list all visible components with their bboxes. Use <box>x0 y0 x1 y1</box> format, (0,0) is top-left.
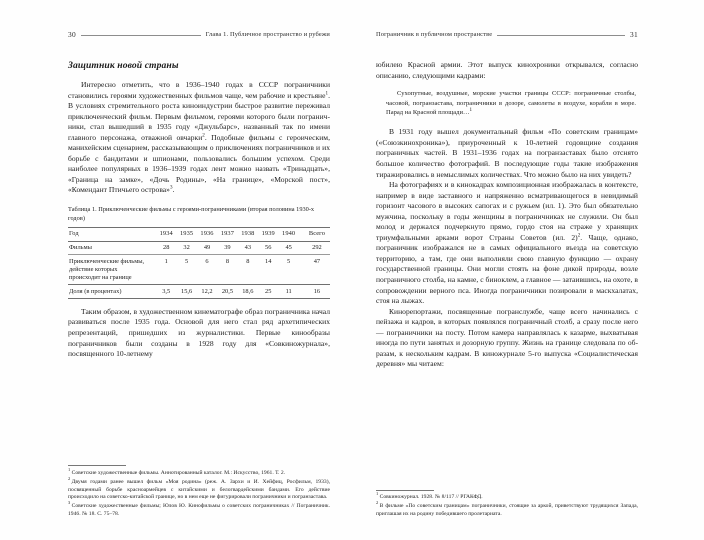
right-page <box>352 0 704 540</box>
right-paragraph-2: В 1931 году вышел документальный фильм «По советским границам» («Союзкинохроника»), приуроченный к 10-летней годовщине создания пограничных частей. В 1931–1936 годах на погранзаставах было отснято большое количество фотографий. В последующие годы такие изображения тиражировались в немыслимых количествах. Что можно было на них увидеть? <box>376 127 638 179</box>
table-body <box>68 241 330 298</box>
table-row-label: Доля (в процентах) <box>68 285 156 299</box>
table-column-header: 1935 <box>176 228 196 242</box>
footnote-marker: 1 <box>68 467 71 473</box>
table-cell-total: 16 <box>299 285 330 299</box>
right-footnotes <box>376 490 638 520</box>
footnote-item <box>376 500 638 518</box>
table-cell: 32 <box>183 243 190 251</box>
table-column-header: 1936 <box>197 228 217 242</box>
table-row <box>68 285 330 299</box>
table-header-row <box>68 228 330 242</box>
running-head-rule <box>497 35 625 36</box>
right-paragraph-4: Кинорепортажи, посвященные погранслужбе, чаще всего начинались с пейзажа и кадров, в которых появлялся пограничный столб, а сразу после него — пограничники на посту. Потом камера направлялась к казарме, выхватывая иногда по пути занятых и дозорную группу. Жизнь на границе следовала по образам, к нескольким кадрам. В киножурнале 5-го выпуска «Социалистическая деревня» мы читаем: <box>376 306 638 369</box>
footnote-ref-3[interactable]: 3 <box>169 184 173 191</box>
table-head <box>68 228 330 242</box>
table-cell: 1 <box>156 255 176 285</box>
right-paragraph-3 <box>376 180 638 307</box>
table-caption: Таблица 1. Приключенческие фильмы с героями-пограничниками (вторая половина 1930-х годов) <box>68 206 315 222</box>
left-paragraph-1 <box>68 80 330 196</box>
right-paragraph-3-part-a: На фотографиях и в кинокадрах композиционная изображалась в контексте, например в виде заставного и напряженно всматривающегося в невидимый горизонт часового в высоких сапогах и с ружьем (ил. 1). Это был обязательно мужчина, поскольку в годы женщины в пограничниках не служили. Он был молод и держался подчеркнуто прямо, гордо стоя на страже у хранящих триумфальными арками ворот Страны Советов (ил. 2) <box>376 180 638 242</box>
footnote-item <box>68 500 330 518</box>
table-column-header: 1938 <box>238 228 258 242</box>
table-row-label: Фильмы <box>69 243 92 251</box>
table-row <box>68 241 330 255</box>
spacer <box>68 299 330 307</box>
running-head-rule <box>81 35 201 36</box>
left-paragraph-2: Таким образом, в художественном кинематографе образ пограничника начал развиваться после 1935 года. Основой для него стал ряд архетипических репрезентаций, пришедших из журналистики. Первые кинообразы пограничников были созданы в 1928 году для «Совкиножурнала», посвященного 10-летнему <box>68 306 330 359</box>
table-cell: 43 <box>244 243 252 251</box>
table-cell: 14 <box>258 255 278 285</box>
table-cell: 5 <box>278 255 298 285</box>
table-column-header: 1940 <box>278 228 298 242</box>
footnote-text: Совкиножурнал. 1928. № 8/117 // РГАКФД. <box>379 494 483 501</box>
table-column-header: 1934 <box>156 228 176 242</box>
footnote-ref-1[interactable]: 1 <box>325 90 329 97</box>
left-paragraph-1-part-c: . Подобные фильмы с героическим, манихейским сценарием, рассказывающим о приключениях пограничников и их борьбе с бандитами и шпионами, пользовались большим успехом. Среди наиболее популярных в 1936–1939 годах лент можно назвать «Тринадцать», «Граница на замке», «Дочь Родины», «На границе», «Морской пост», «Комендант Птичьего острова» <box>68 132 330 195</box>
table-cell-total: 292 <box>312 243 322 251</box>
right-page-folio: 31 <box>630 29 638 39</box>
table-cell: 28 <box>163 243 170 251</box>
footnote-marker: 3 <box>68 500 71 506</box>
left-footnotes <box>68 465 330 520</box>
table-cell: 25 <box>258 285 278 299</box>
table-column-header: 1939 <box>258 228 278 242</box>
left-paragraph-1-part-a: Интересно отметить, что в 1936–1940 годах в СССР пограничники становились героями художественных фильмов чаще, чем рабочие и крестьяне <box>68 80 330 100</box>
left-running-head-title: Глава 1. Публичное пространство и рубежи <box>205 30 330 38</box>
footnote-ref-1[interactable]: 1 <box>469 106 473 113</box>
table-cell: 39 <box>224 243 231 251</box>
table-cell: 8 <box>217 255 237 285</box>
table-cell: 45 <box>285 243 292 251</box>
right-paragraph-1: юбилею Красной армии. Этот выпуск кинохроники открывался, согласно описанию, следующими кадрами: <box>376 60 638 80</box>
footnote-separator <box>376 490 434 491</box>
right-running-head <box>376 28 638 40</box>
left-running-head <box>68 28 330 40</box>
footnote-item <box>376 491 638 502</box>
table-cell: 11 <box>278 285 298 299</box>
adventure-films-table <box>68 227 330 299</box>
left-page-folio: 30 <box>68 29 76 39</box>
footnote-item <box>68 467 330 478</box>
block-quote-text: Сухопутные, воздушные, морские участки границы СССР: пограничные столбы, часовой, погранзастава, пограничники в дозоре, самолеты в воздухе, корабли в море. Парад на Красной площади… <box>386 90 636 116</box>
table-column-header: Год <box>68 228 156 242</box>
footnote-marker: 2 <box>68 476 71 482</box>
table-cell: 3,5 <box>156 285 176 299</box>
section-title: Защитник новой страны <box>68 60 179 71</box>
table-cell: 49 <box>203 243 211 251</box>
table-column-header: 1937 <box>217 228 237 242</box>
table-row <box>68 255 330 285</box>
table-cell-total: 47 <box>299 255 330 285</box>
footnote-text: Двумя годами ранее вышел фильм «Моя родина» (реж. А. Зархи и И. Хейфиц, Росфильм, 1933), посвященный борьбе красноармейцев с китайскими и белогвардейскими бандами. Его действие происходило на советско-китайской границе, но в нем еще не фигурировали пограничники и погранзастава. <box>68 479 330 501</box>
table-cell: 6 <box>197 255 217 285</box>
footnote-ref-2[interactable]: 2 <box>577 232 581 239</box>
footnote-ref-2[interactable]: 2 <box>202 132 205 139</box>
table-cell: 5 <box>176 255 196 285</box>
block-quote <box>376 89 638 117</box>
table-column-header-total: Всего <box>299 228 330 242</box>
footnote-marker: 1 <box>376 491 379 497</box>
footnote-separator <box>68 465 126 466</box>
table-cell: 12,2 <box>197 285 217 299</box>
table-row-label-text: Приключенческие фильмы, действие которых происходит на границе <box>69 257 145 281</box>
left-paragraph-1-part-b: . В условиях стремительного роста киноиндустрии быстрое развитие переживал приключенческий фильм. Первым фильмом, героями которого были пограничники, стал вышедший в 1935 году «Джульбарс», названный так по имени главного персонажа, отважной овчарки <box>68 90 330 142</box>
table-cell: 20,5 <box>217 285 237 299</box>
footnote-item <box>68 476 330 502</box>
footnote-marker: 2 <box>376 500 379 506</box>
right-running-head-title: Пограничник в публичном пространстве <box>376 30 493 38</box>
table-row-label <box>68 255 156 285</box>
footnote-text: В фильме «По советским границам» пограничники, стоящие за аркой, приветствуют трудящихся Запада, приглашая их на родину победившего пролетариата. <box>376 503 638 517</box>
table-cell: 18,6 <box>238 285 258 299</box>
table-cell: 15,6 <box>176 285 196 299</box>
footnote-text: Советские художественные фильмы; Юлов Ю. Кинофильмы о советских пограничниках // Пограничник. 1946. № 18. С. 75–78. <box>68 503 330 517</box>
table-cell: 56 <box>265 243 272 251</box>
table-cell: 8 <box>238 255 258 285</box>
left-paragraph-1-part-d: . <box>172 185 175 195</box>
footnote-text: Советские художественные фильмы. Аннотированный каталог. М.: Искусство, 1961. Т. 2. <box>71 469 286 476</box>
right-paragraph-3-part-b: . Чаще, однако, пограничник изображался не в самых официального въезда на советскую территорию, а там, где они выполняли свою главную функцию — охрану государственной границы. Они могли стоять на фоне дикой природы, возле пограничного столба, на камне, с биноклем, а главное — затаившись, на охоте, в сопровождении верного пса. Иногда пограничники позировали в маскхалатах, стоя на лыжах. <box>376 232 638 306</box>
